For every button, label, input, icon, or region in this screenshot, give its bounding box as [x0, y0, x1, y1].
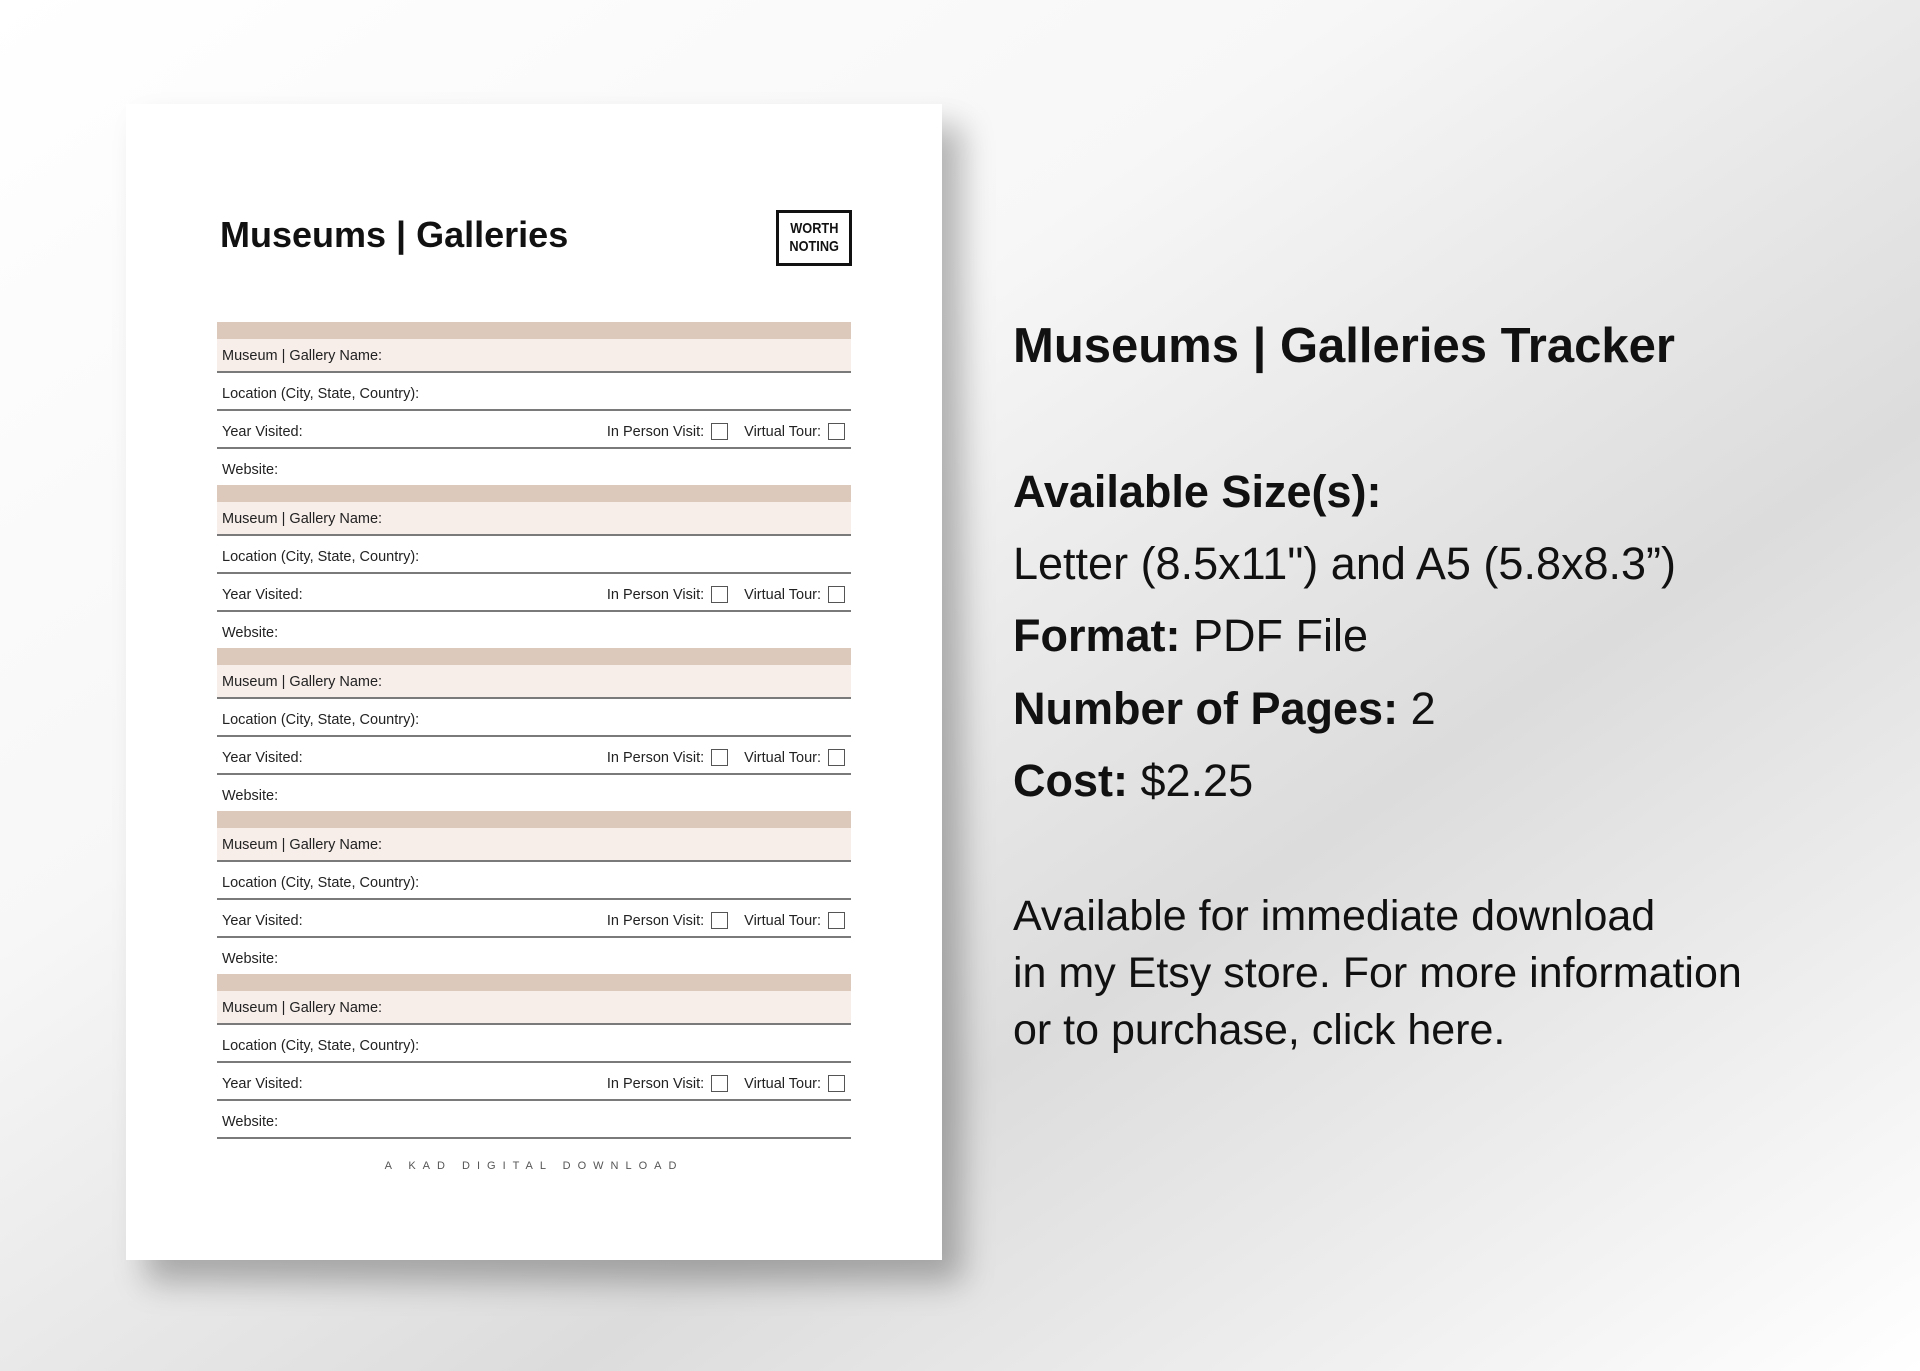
- name-row: [217, 502, 851, 536]
- museum-entry: [217, 322, 851, 485]
- in-person-label: In Person Visit:: [606, 749, 705, 766]
- visit-type-checks: [591, 912, 845, 929]
- website-label: Website:: [222, 951, 279, 967]
- location-row: [217, 536, 851, 574]
- visit-type-checks: [591, 1075, 845, 1092]
- in-person-option: [607, 1075, 728, 1092]
- name-label: Museum | Gallery Name:: [222, 348, 383, 364]
- purchase-description: [1013, 888, 1893, 1059]
- virtual-option: [744, 912, 845, 929]
- logo-line-2: NOTING: [789, 238, 839, 255]
- name-label: Museum | Gallery Name:: [222, 837, 383, 853]
- description-line-2: in my Etsy store. For more information: [1013, 949, 1742, 997]
- name-row: [217, 665, 851, 699]
- name-label: Museum | Gallery Name:: [222, 1000, 383, 1016]
- location-label: Location (City, State, Country):: [222, 549, 420, 565]
- sizes-value: Letter (8.5x11") and A5 (5.8x8.3”): [1013, 538, 1677, 589]
- in-person-checkbox[interactable]: [711, 423, 728, 440]
- entry-list: [217, 322, 851, 1139]
- year-label: Year Visited:: [222, 913, 303, 929]
- in-person-option: [607, 749, 728, 766]
- in-person-checkbox[interactable]: [711, 586, 728, 603]
- year-row: [217, 574, 851, 612]
- entry-header-band: [217, 648, 851, 665]
- format-label: Format:: [1013, 610, 1181, 661]
- virtual-tour-checkbox[interactable]: [828, 586, 845, 603]
- virtual-tour-checkbox[interactable]: [828, 1075, 845, 1092]
- cost-value: $2.25: [1140, 755, 1254, 806]
- entry-header-band: [217, 322, 851, 339]
- product-title: Museums | Galleries Tracker: [1013, 319, 1675, 373]
- in-person-checkbox[interactable]: [711, 912, 728, 929]
- pages-label: Number of Pages:: [1013, 683, 1399, 734]
- year-label: Year Visited:: [222, 750, 303, 766]
- page-title: Museums | Galleries: [220, 214, 569, 255]
- virtual-label: Virtual Tour:: [744, 586, 821, 603]
- website-label: Website:: [222, 462, 279, 478]
- virtual-label: Virtual Tour:: [744, 1075, 821, 1092]
- in-person-checkbox[interactable]: [711, 1075, 728, 1092]
- entry-header-band: [217, 811, 851, 828]
- virtual-option: [744, 423, 845, 440]
- website-row: [217, 612, 851, 648]
- museum-entry: [217, 648, 851, 811]
- sizes-label: Available Size(s):: [1013, 466, 1382, 517]
- virtual-tour-checkbox[interactable]: [828, 912, 845, 929]
- pages-value: 2: [1410, 683, 1436, 734]
- museum-entry: [217, 974, 851, 1139]
- year-row: [217, 1063, 851, 1101]
- year-row: [217, 411, 851, 449]
- in-person-label: In Person Visit:: [606, 912, 705, 929]
- visit-type-checks: [591, 749, 845, 766]
- page-footer: A KAD DIGITAL DOWNLOAD: [384, 1160, 684, 1172]
- website-row: [217, 938, 851, 974]
- website-label: Website:: [222, 1114, 279, 1130]
- location-label: Location (City, State, Country):: [222, 386, 420, 402]
- location-label: Location (City, State, Country):: [222, 712, 420, 728]
- year-row: [217, 900, 851, 938]
- worth-noting-logo: [776, 210, 852, 266]
- cost-label: Cost:: [1013, 755, 1128, 806]
- website-row: [217, 775, 851, 811]
- virtual-option: [744, 749, 845, 766]
- planner-page: [126, 104, 942, 1260]
- in-person-label: In Person Visit:: [606, 1075, 705, 1092]
- name-label: Museum | Gallery Name:: [222, 511, 383, 527]
- year-label: Year Visited:: [222, 587, 303, 603]
- in-person-option: [607, 586, 728, 603]
- year-label: Year Visited:: [222, 1076, 303, 1092]
- virtual-label: Virtual Tour:: [744, 912, 821, 929]
- description-line-3: or to purchase, click here.: [1013, 1006, 1506, 1054]
- year-label: Year Visited:: [222, 424, 303, 440]
- website-row: [217, 449, 851, 485]
- location-row: [217, 1025, 851, 1063]
- entry-header-band: [217, 974, 851, 991]
- format-line: [1013, 610, 1368, 662]
- website-label: Website:: [222, 625, 279, 641]
- format-value: PDF File: [1193, 610, 1369, 661]
- in-person-label: In Person Visit:: [606, 423, 705, 440]
- in-person-checkbox[interactable]: [711, 749, 728, 766]
- visit-type-checks: [591, 586, 845, 603]
- logo-line-1: WORTH: [789, 220, 839, 237]
- virtual-label: Virtual Tour:: [744, 749, 821, 766]
- name-row: [217, 991, 851, 1025]
- in-person-option: [607, 423, 728, 440]
- name-row: [217, 828, 851, 862]
- virtual-tour-checkbox[interactable]: [828, 749, 845, 766]
- virtual-option: [744, 1075, 845, 1092]
- sizes-heading: [1013, 466, 1381, 518]
- virtual-option: [744, 586, 845, 603]
- entry-header-band: [217, 485, 851, 502]
- location-row: [217, 699, 851, 737]
- website-row: [217, 1101, 851, 1139]
- location-label: Location (City, State, Country):: [222, 1038, 420, 1054]
- in-person-label: In Person Visit:: [606, 586, 705, 603]
- location-label: Location (City, State, Country):: [222, 875, 420, 891]
- description-line-1: Available for immediate download: [1013, 892, 1656, 940]
- pages-line: [1013, 683, 1436, 735]
- website-label: Website:: [222, 788, 279, 804]
- name-row: [217, 339, 851, 373]
- name-label: Museum | Gallery Name:: [222, 674, 383, 690]
- location-row: [217, 862, 851, 900]
- virtual-tour-checkbox[interactable]: [828, 423, 845, 440]
- museum-entry: [217, 485, 851, 648]
- in-person-option: [607, 912, 728, 929]
- year-row: [217, 737, 851, 775]
- location-row: [217, 373, 851, 411]
- cost-line: [1013, 755, 1253, 807]
- visit-type-checks: [591, 423, 845, 440]
- museum-entry: [217, 811, 851, 974]
- virtual-label: Virtual Tour:: [744, 423, 821, 440]
